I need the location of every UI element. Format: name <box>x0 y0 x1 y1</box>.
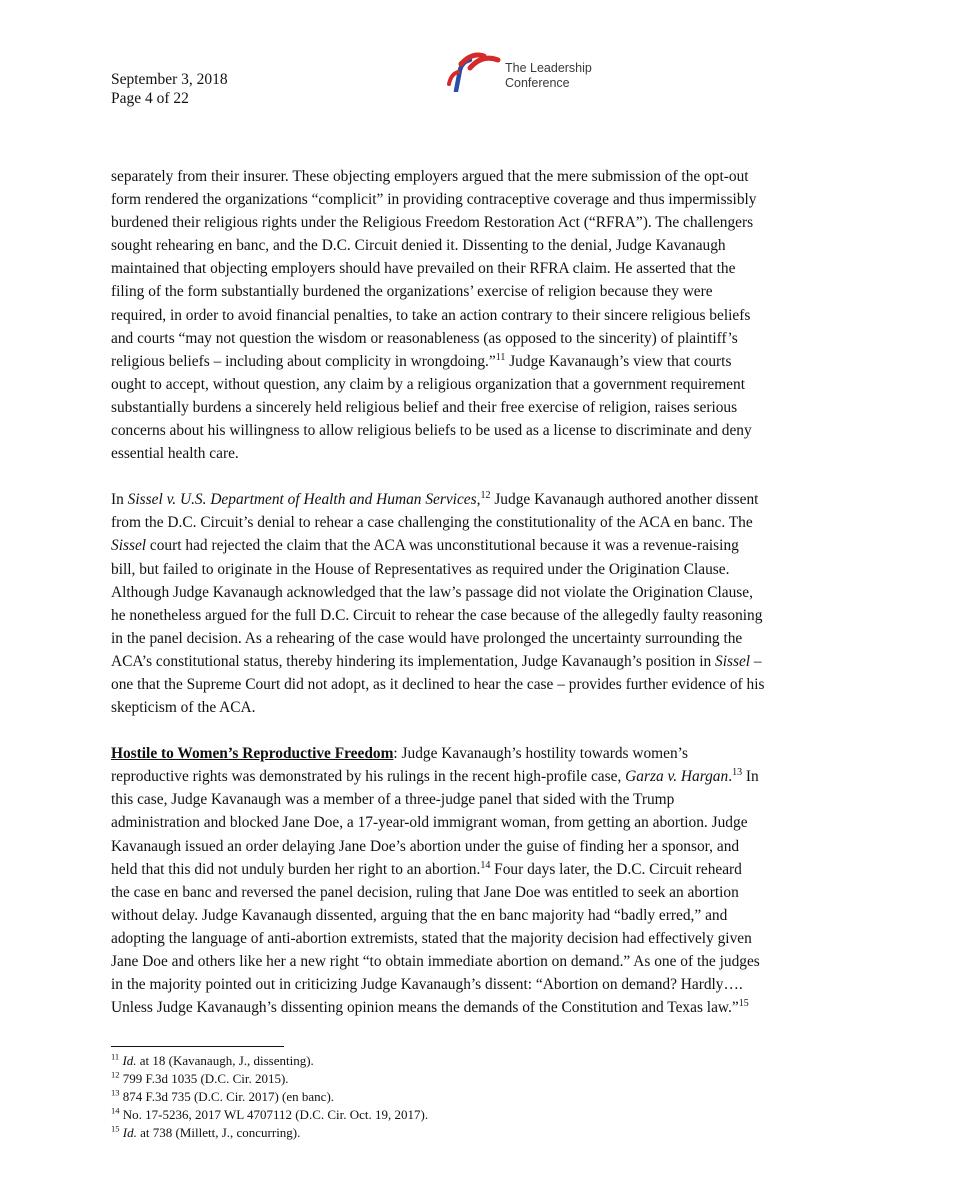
footnote-14 <box>111 1106 428 1124</box>
text-line: the case en banc and reversed the panel decision, ruling that Jane Doe was entitled to seek an abortion <box>111 883 739 901</box>
text-line: he nonetheless argued for the full D.C. Circuit to rehear the case because of the allegedly faulty reasoning <box>111 606 763 624</box>
leadership-conference-logo <box>446 50 592 92</box>
text-line: essential health care. <box>111 445 239 463</box>
text-line: ought to accept, without question, any claim by a religious organization that a government requirement <box>111 375 745 393</box>
text-run: Four days later, the D.C. Circuit reheard <box>490 860 742 878</box>
text-line: form rendered the organizations “complicit” in providing contraceptive coverage and thus impermissibly <box>111 191 757 209</box>
text-line: Kavanaugh issued an order delaying Jane Doe’s abortion under the guise of finding her a sponsor, and <box>111 837 740 855</box>
text-line <box>111 765 871 788</box>
footnote-number: 15 <box>111 1123 120 1134</box>
case-name: Sissel v. U.S. Department of Health and Human Services, <box>127 491 481 509</box>
text-line <box>111 534 871 557</box>
footnote-text: No. 17-5236, 2017 WL 4707112 (D.C. Cir. Oct. 19, 2017). <box>119 1107 429 1122</box>
case-name: Sissel <box>111 537 147 555</box>
paragraph-sissel <box>111 488 871 719</box>
footnote-15 <box>111 1124 428 1142</box>
paragraph-reproductive-freedom <box>111 742 871 1019</box>
text-run: In <box>111 491 128 509</box>
text-line: concerns about his willingness to allow religious beliefs to be used as a license to discriminate and deny <box>111 422 752 440</box>
text-line: burdened their religious rights under the Religious Freedom Restoration Act (“RFRA”). The challengers <box>111 214 754 232</box>
text-line: from the D.C. Circuit’s denial to rehear a case challenging the constitutionality of the ACA en banc. The <box>111 514 753 532</box>
text-line <box>111 488 871 511</box>
text-line: required, in order to avoid financial penalties, to take an action contrary to their sincere religious beliefs <box>111 306 751 324</box>
footnote-text: 874 F.3d 735 (D.C. Cir. 2017) (en banc). <box>119 1089 335 1104</box>
text-line: skepticism of the ACA. <box>111 699 256 717</box>
text-run: – <box>750 652 762 670</box>
footnote-number: 12 <box>111 1069 120 1080</box>
text-run: court had rejected the claim that the ACA was unconstitutional because it was a revenue-raising <box>146 537 739 555</box>
text-line: adopting the language of anti-abortion extremists, stated that the majority decision had effectively given <box>111 929 752 947</box>
letter-date: September 3, 2018 <box>111 71 228 88</box>
text-line: administration and blocked Jane Doe, a 17-year-old immigrant woman, from getting an abortion. Judge <box>111 814 748 832</box>
footnote-italic: Id. <box>122 1125 137 1140</box>
text-run: : Judge Kavanaugh’s hostility towards women’s <box>393 745 688 763</box>
text-run: Unless Judge Kavanaugh’s dissenting opinion means the demands of the Constitution and Texas law.” <box>111 999 739 1017</box>
logo-wordmark <box>505 61 592 91</box>
footnote-ref-15[interactable]: 15 <box>738 998 749 1010</box>
footnote-ref-11[interactable]: 11 <box>495 351 506 363</box>
text-line: Although Judge Kavanaugh acknowledged that the law’s passage did not violate the Origination Clause, <box>111 583 753 601</box>
footnote-ref-13[interactable]: 13 <box>732 767 743 779</box>
text-line <box>111 742 871 765</box>
text-run: reproductive rights was demonstrated by his rulings in the recent high-profile case, <box>111 768 626 786</box>
text-line: in the panel decision. As a rehearing of the case would have prolonged the uncertainty surrounding the <box>111 629 743 647</box>
text-run: ACA’s constitutional status, thereby hindering its implementation, Judge Kavanaugh’s position in <box>111 652 716 670</box>
document-body <box>111 165 871 1042</box>
text-line: separately from their insurer. These objecting employers argued that the mere submission of the opt-out <box>111 168 749 185</box>
footnote-number: 11 <box>111 1051 120 1062</box>
text-line: this case, Judge Kavanaugh was a member of a three-judge panel that sided with the Trump <box>111 791 675 809</box>
text-line: and courts “may not question the wisdom or reasonableness (as opposed to the sincerity) of plaintiff’s <box>111 329 738 347</box>
text-run: . <box>728 768 733 786</box>
text-line: sought rehearing en banc, and the D.C. Circuit denied it. Dissenting to the denial, Judge Kavanaugh <box>111 237 726 255</box>
text-line: maintained that objecting employers should have prevailed on their RFRA claim. He asserted that the <box>111 260 736 278</box>
text-line: without delay. Judge Kavanaugh dissented, arguing that the en banc majority had “badly erred,” and <box>111 906 728 924</box>
text-line <box>111 650 871 673</box>
text-line <box>111 350 871 373</box>
footnote-number: 14 <box>111 1105 120 1116</box>
footnote-divider <box>111 1046 284 1047</box>
page-number: Page 4 of 22 <box>111 90 189 107</box>
text-run: In <box>742 768 759 786</box>
section-heading: Hostile to Women’s Reproductive Freedom <box>111 745 394 763</box>
footnote-italic: Id. <box>122 1053 137 1068</box>
footnote-ref-14[interactable]: 14 <box>480 859 491 871</box>
text-line: in the majority pointed out in criticizing Judge Kavanaugh’s dissent: “Abortion on demand? Hardly…. <box>111 976 743 994</box>
text-line: Jane Doe and others like her a new right “to obtain immediate abortion on demand.” As one of the judges <box>111 953 760 970</box>
text-run: held that this did not unduly burden her right to an abortion. <box>111 860 481 878</box>
footnote-ref-12[interactable]: 12 <box>480 490 491 502</box>
footnote-text: at 18 (Kavanaugh, J., dissenting). <box>136 1053 314 1068</box>
text-line: filing of the form substantially burdened the organizations’ exercise of religion because they were <box>111 283 713 301</box>
footnote-11 <box>111 1052 428 1070</box>
text-line: one that the Supreme Court did not adopt, as it declined to hear the case – provides further evidence of his <box>111 675 765 693</box>
case-name: Sissel <box>715 652 751 670</box>
footnote-text: 799 F.3d 1035 (D.C. Cir. 2015). <box>119 1071 289 1086</box>
text-run: Judge Kavanaugh’s view that courts <box>505 352 732 370</box>
footnote-12 <box>111 1070 428 1088</box>
letter-header <box>111 70 228 108</box>
logo-arcs-icon <box>446 50 502 92</box>
text-line <box>111 858 871 881</box>
text-run: religious beliefs – including about complicity in wrongdoing.” <box>111 352 496 370</box>
footnotes <box>111 1052 428 1142</box>
text-line: bill, but failed to originate in the House of Representatives as required under the Origination Clause. <box>111 560 730 578</box>
footnote-text: at 738 (Millett, J., concurring). <box>136 1125 301 1140</box>
paragraph-rfra <box>111 165 871 465</box>
text-run: Judge Kavanaugh authored another dissent <box>490 491 759 509</box>
logo-line-2: Conference <box>505 76 570 90</box>
footnote-13 <box>111 1088 428 1106</box>
text-line: substantially burdens a sincerely held religious belief and their free exercise of religion, raises serious <box>111 398 738 416</box>
text-line <box>111 996 871 1019</box>
logo-line-1: The Leadership <box>505 61 592 75</box>
case-name: Garza v. Hargan <box>625 768 729 786</box>
footnote-number: 13 <box>111 1087 120 1098</box>
